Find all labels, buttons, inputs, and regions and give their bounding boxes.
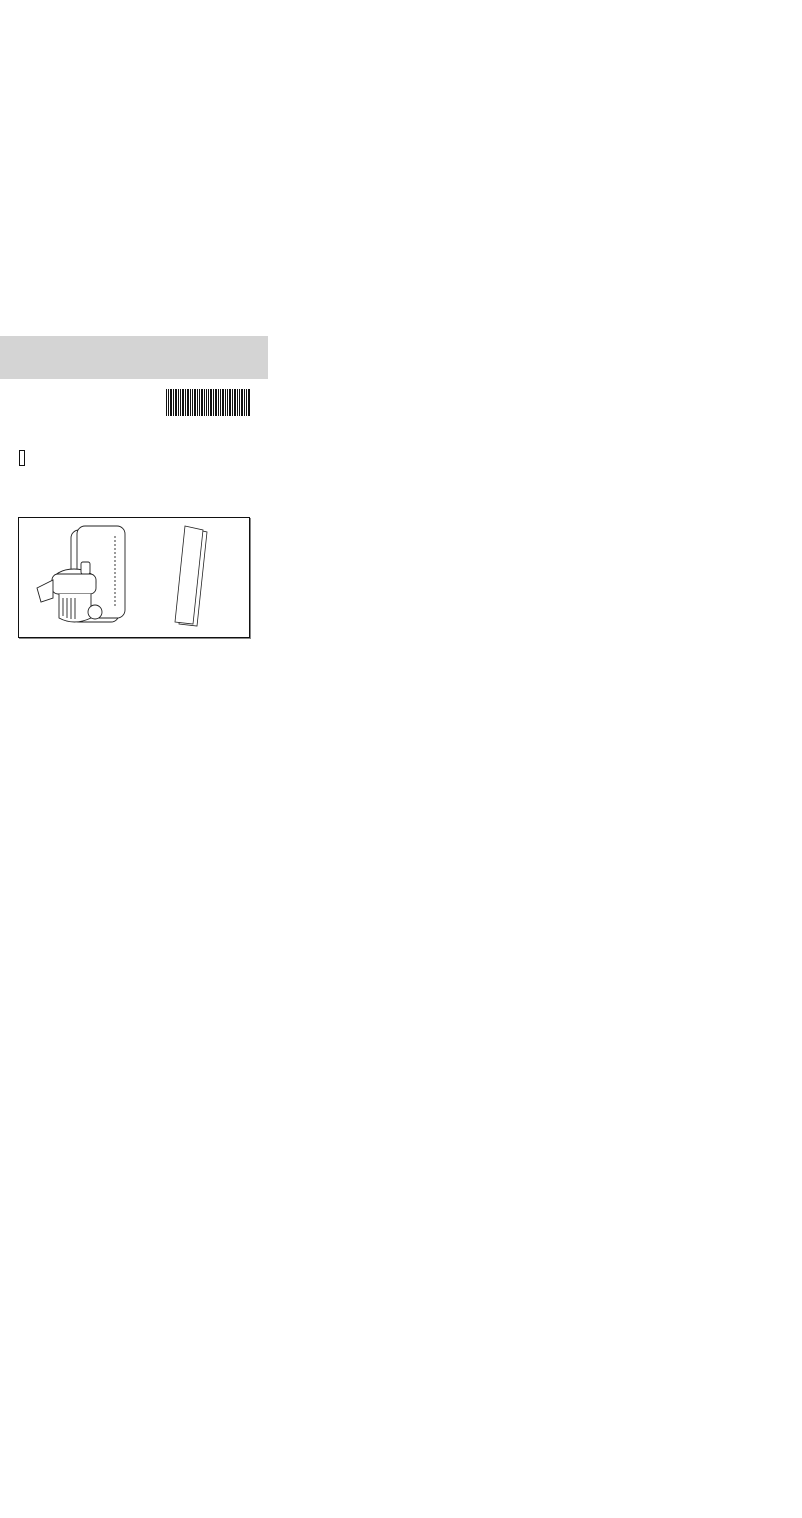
warning-badge [19, 450, 25, 466]
model-band [0, 336, 268, 379]
barcode [166, 389, 250, 416]
jp-warning [19, 450, 209, 466]
clip-mount-icon [37, 526, 125, 622]
package-contents-figure [18, 517, 250, 638]
instruction-sheet-icon [175, 526, 207, 626]
package-illustration [19, 518, 248, 636]
